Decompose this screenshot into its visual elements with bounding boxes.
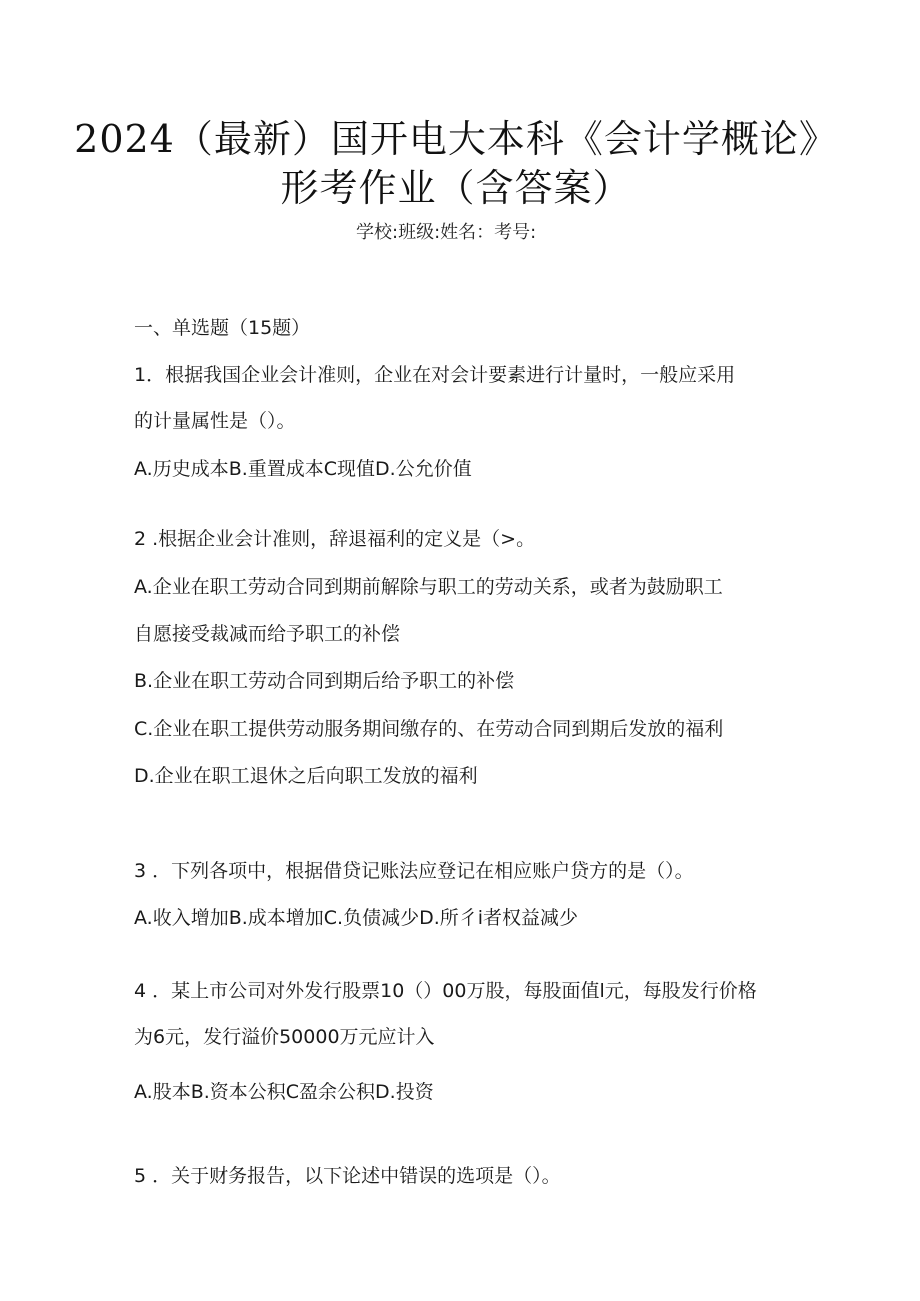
question-options-line: A.收入增加B.成本增加C.负债减少D.所彳i者权益减少 xyxy=(134,907,579,929)
question-option-line: D.企业在职工退休之后向职工发放的福利 xyxy=(134,765,478,787)
question-stem-line: 为6元，发行溢价50000万元应计入 xyxy=(134,1026,435,1048)
question-option-line: A.企业在职工劳动合同到期前解除与职工的劳动关系，或者为鼓励职工 xyxy=(134,576,723,598)
question-options-line: A.历史成本B.重置成本C现值D.公允价值 xyxy=(134,458,472,480)
question-stem-line: 5 ．关于财务报告，以下论述中错误的选项是（）。 xyxy=(134,1165,561,1187)
document-title-line-1: 2024（最新）国开电大本科《会计学概论》 xyxy=(74,117,838,161)
question-options-line: A.股本B.资本公积C盈余公积D.投资 xyxy=(134,1081,434,1103)
section-heading: 一、单选题（15题） xyxy=(134,317,311,339)
question-stem-line: 的计量属性是（）。 xyxy=(134,410,296,432)
document-title-line-2: 形考作业（含答案） xyxy=(280,166,632,210)
question-stem-line: 2 .根据企业会计准则，辞退福利的定义是（>。 xyxy=(134,528,536,550)
question-option-line: C.企业在职工提供劳动服务期间缴存的、在劳动合同到期后发放的福利 xyxy=(134,718,724,740)
student-info-line: 学校:班级:姓名：考号: xyxy=(356,222,537,243)
question-stem-line: 3 ．下列各项中，根据借贷记账法应登记在相应账户贷方的是（）。 xyxy=(134,860,694,882)
question-option-line: 自愿接受裁减而给予职工的补偿 xyxy=(134,623,401,645)
question-option-line: B.企业在职工劳动合同到期后给予职工的补偿 xyxy=(134,670,515,692)
question-stem-line: 4 ．某上市公司对外发行股票10（）00万股，每股面值l元，每股发行价格 xyxy=(134,980,757,1002)
question-stem-line: 1．根据我国企业会计准则，企业在对会计要素进行计量时，一般应采用 xyxy=(134,364,736,386)
